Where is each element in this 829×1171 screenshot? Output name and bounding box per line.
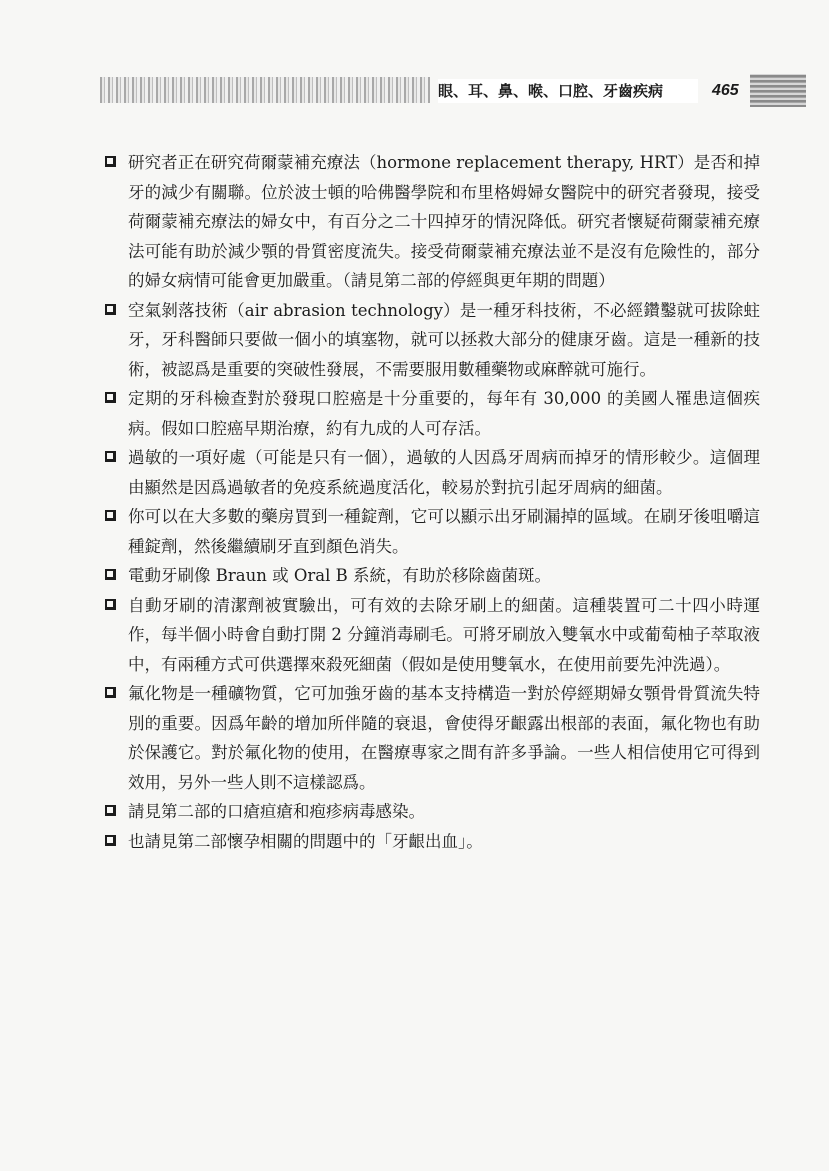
checkbox-bullet-icon xyxy=(105,451,116,462)
thumb-tab-decoration xyxy=(750,74,806,107)
checkbox-bullet-icon xyxy=(105,392,116,403)
list-item-text: 氟化物是一種礦物質，它可加強牙齒的基本支持構造一對於停經期婦女顎骨骨質流失特別的重要。因爲年齡的增加所伴隨的衰退，會使得牙齦露出根部的表面，氟化物也有助於保護它。對於氟化物的使用，在醫療專家之間有許多爭論。一些人相信使用它可得到效用，另外一些人則不這樣認爲。 xyxy=(128,684,760,792)
list-item-text: 定期的牙科檢查對於發現口腔癌是十分重要的，每年有 30,000 的美國人罹患這個疾病。假如口腔癌早期治療，約有九成的人可存活。 xyxy=(128,389,760,438)
list-item xyxy=(104,827,760,857)
list-item xyxy=(104,502,760,561)
list-item xyxy=(104,561,760,591)
list-item-text: 空氣剝落技術（air abrasion technology）是一種牙科技術，不必經鑽鑿就可拔除蛀牙，牙科醫師只要做一個小的填塞物，就可以拯救大部分的健康牙齒。這是一種新的技術，被認爲是重要的突破性發展，不需要服用數種藥物或麻醉就可施行。 xyxy=(128,300,760,379)
bullet-list xyxy=(104,148,760,856)
list-item-text: 請見第二部的口瘡疸瘡和疱疹病毒感染。 xyxy=(128,802,425,821)
running-header xyxy=(100,74,808,108)
list-item xyxy=(104,679,760,797)
list-item xyxy=(104,296,760,385)
list-item-text: 自動牙刷的清潔劑被實驗出，可有效的去除牙刷上的細菌。這種裝置可二十四小時運作，每半個小時會自動打開 2 分鐘消毒刷毛。可將牙刷放入雙氧水中或葡萄柚子萃取液中，有兩種方式可供選擇來殺死細菌（假如是使用雙氧水，在使用前要先沖洗過）。 xyxy=(128,595,760,674)
list-item-text: 也請見第二部懷孕相關的問題中的「牙齦出血」。 xyxy=(128,831,483,851)
list-item-text: 你可以在大多數的藥房買到一種錠劑，它可以顯示出牙刷漏掉的區域。在刷牙後咀嚼這種錠劑，然後繼續刷牙直到顏色消失。 xyxy=(128,507,760,556)
list-item xyxy=(104,148,760,296)
list-item xyxy=(104,797,760,827)
checkbox-bullet-icon xyxy=(105,835,116,846)
list-item-text: 電動牙刷像 Braun 或 Oral B 系統，有助於移除齒菌斑。 xyxy=(128,566,551,585)
checkbox-bullet-icon xyxy=(105,599,116,610)
checkbox-bullet-icon xyxy=(105,510,116,521)
chapter-title: 眼、耳、鼻、喉、口腔、牙齒疾病 xyxy=(438,79,698,103)
checkbox-bullet-icon xyxy=(105,304,116,315)
list-item xyxy=(104,384,760,443)
list-item-text: 過敏的一項好處（可能是只有一個），過敏的人因爲牙周病而掉牙的情形較少。這個理由顯然是因爲過敏者的免疫系統過度活化，較易於對抗引起牙周病的細菌。 xyxy=(128,448,760,497)
checkbox-bullet-icon xyxy=(105,156,116,167)
header-decoration xyxy=(100,77,430,103)
list-item-text: 研究者正在研究荷爾蒙補充療法（hormone replacement therapy, HRT）是否和掉牙的減少有關聯。位於波士頓的哈佛醫學院和布里格姆婦女醫院中的研究者發現，接受荷爾蒙補充療法的婦女中，有百分之二十四掉牙的情況降低。研究者懷疑荷爾蒙補充療法可能有助於減少顎的骨質密度流失。接受荷爾蒙補充療法並不是沒有危險性的，部分的婦女病情可能會更加嚴重。（請見第二部的停經與更年期的問題） xyxy=(128,153,760,290)
checkbox-bullet-icon xyxy=(105,687,116,698)
list-item xyxy=(104,591,760,680)
checkbox-bullet-icon xyxy=(105,569,116,580)
list-item xyxy=(104,443,760,502)
page-number: 465 xyxy=(712,82,739,99)
checkbox-bullet-icon xyxy=(105,805,116,816)
